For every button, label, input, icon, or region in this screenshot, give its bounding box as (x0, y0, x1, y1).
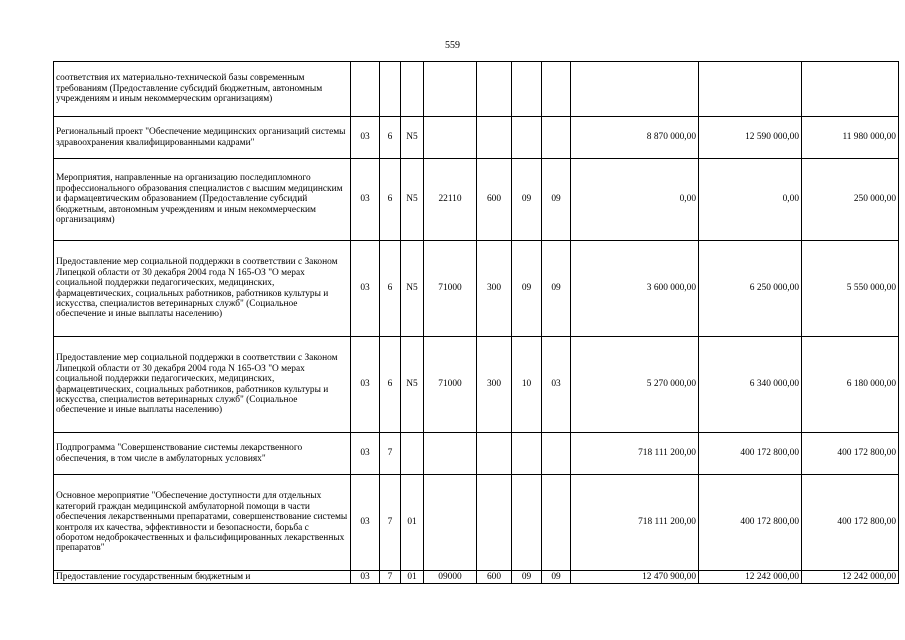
code-cell (424, 433, 477, 475)
code-cell: N5 (401, 241, 424, 337)
amount-cell: 0,00 (699, 159, 802, 241)
code-cell: 300 (477, 337, 512, 433)
amount-cell: 12 242 000,00 (699, 571, 802, 584)
code-cell: 09 (542, 241, 571, 337)
code-cell: 6 (380, 159, 401, 241)
code-cell (477, 62, 512, 117)
code-cell (477, 475, 512, 571)
code-cell: 09 (512, 159, 542, 241)
amount-cell: 250 000,00 (802, 159, 899, 241)
code-cell: 71000 (424, 241, 477, 337)
code-cell: 7 (380, 433, 401, 475)
amount-cell (699, 62, 802, 117)
page-number: 559 (445, 40, 460, 51)
amount-cell (802, 62, 899, 117)
code-cell (512, 62, 542, 117)
code-cell: 600 (477, 159, 512, 241)
code-cell: 09 (542, 159, 571, 241)
code-cell: N5 (401, 159, 424, 241)
code-cell: 03 (351, 433, 380, 475)
code-cell (424, 62, 477, 117)
table-row (54, 117, 899, 159)
amount-cell: 11 980 000,00 (802, 117, 899, 159)
code-cell: 03 (351, 337, 380, 433)
code-cell: 09 (542, 571, 571, 584)
code-cell (542, 433, 571, 475)
code-cell: 03 (351, 159, 380, 241)
amount-cell: 3 600 000,00 (571, 241, 699, 337)
amount-cell: 6 180 000,00 (802, 337, 899, 433)
amount-cell (571, 62, 699, 117)
table-row (54, 241, 899, 337)
code-cell (477, 117, 512, 159)
code-cell: 71000 (424, 337, 477, 433)
code-cell (351, 62, 380, 117)
amount-cell: 6 250 000,00 (699, 241, 802, 337)
amount-cell: 12 590 000,00 (699, 117, 802, 159)
code-cell: 09000 (424, 571, 477, 584)
code-cell: 6 (380, 117, 401, 159)
table-row (54, 159, 899, 241)
code-cell (542, 62, 571, 117)
code-cell (542, 475, 571, 571)
code-cell: 09 (512, 241, 542, 337)
code-cell (424, 117, 477, 159)
code-cell (512, 475, 542, 571)
code-cell: 6 (380, 337, 401, 433)
amount-cell: 400 172 800,00 (802, 433, 899, 475)
code-cell (512, 117, 542, 159)
code-cell (512, 433, 542, 475)
row-description: Подпрограмма "Совершенствование системы лекарственного обеспечения, в том числе в амбулаторных условиях" (54, 433, 351, 475)
amount-cell: 12 470 900,00 (571, 571, 699, 584)
code-cell (477, 433, 512, 475)
amount-cell: 8 870 000,00 (571, 117, 699, 159)
amount-cell: 400 172 800,00 (802, 475, 899, 571)
code-cell (542, 117, 571, 159)
code-cell (401, 62, 424, 117)
code-cell: 600 (477, 571, 512, 584)
amount-cell: 5 270 000,00 (571, 337, 699, 433)
code-cell: 03 (542, 337, 571, 433)
code-cell (424, 475, 477, 571)
code-cell: 03 (351, 571, 380, 584)
code-cell: 03 (351, 475, 380, 571)
code-cell: 01 (401, 571, 424, 584)
code-cell: 03 (351, 117, 380, 159)
code-cell: 6 (380, 241, 401, 337)
code-cell: 7 (380, 571, 401, 584)
row-description: Мероприятия, направленные на организацию последипломного профессионального образования специалистов с высшим медицинским и фармацевтическим образованием (Предоставление субсидий бюджетным, автономным учреждениям и иным некоммерческим организациям) (54, 159, 351, 241)
code-cell (401, 433, 424, 475)
amount-cell: 12 242 000,00 (802, 571, 899, 584)
code-cell: 22110 (424, 159, 477, 241)
table-row (54, 475, 899, 571)
code-cell (380, 62, 401, 117)
code-cell: 01 (401, 475, 424, 571)
code-cell: N5 (401, 117, 424, 159)
budget-table (53, 61, 899, 584)
code-cell: N5 (401, 337, 424, 433)
amount-cell: 400 172 800,00 (699, 475, 802, 571)
row-description: Региональный проект "Обеспечение медицинских организаций системы здравоохранения квалифицированными кадрами" (54, 117, 351, 159)
amount-cell: 718 111 200,00 (571, 475, 699, 571)
table-row (54, 337, 899, 433)
code-cell: 09 (512, 571, 542, 584)
table-row (54, 571, 899, 584)
amount-cell: 0,00 (571, 159, 699, 241)
code-cell: 03 (351, 241, 380, 337)
table-row (54, 62, 899, 117)
row-description: Предоставление государственным бюджетным и (54, 571, 351, 584)
amount-cell: 718 111 200,00 (571, 433, 699, 475)
code-cell: 300 (477, 241, 512, 337)
row-description: Предоставление мер социальной поддержки в соответствии с Законом Липецкой области от 30 декабря 2004 года N 165-ОЗ "О мерах социальной поддержки педагогических, медицинских, фармацевтических, социальных работников, работников культуры и искусства, специалистов ветеринарных служб" (Социальное обеспечение и иные выплаты населению) (54, 337, 351, 433)
amount-cell: 5 550 000,00 (802, 241, 899, 337)
amount-cell: 6 340 000,00 (699, 337, 802, 433)
row-description: Основное мероприятие "Обеспечение доступности для отдельных категорий граждан медицинской амбулаторной помощи в части обеспечения лекарственными препаратами, совершенствование системы контроля их качества, эффективности и безопасности, борьба с оборотом недоброкачественных и фальсифицированных лекарственных препаратов" (54, 475, 351, 571)
code-cell: 10 (512, 337, 542, 433)
row-description: соответствия их материально-технической базы современным требованиям (Предоставление субсидий бюджетным, автономным учреждениям и иным некоммерческим организациям) (54, 62, 351, 117)
code-cell: 7 (380, 475, 401, 571)
row-description: Предоставление мер социальной поддержки в соответствии с Законом Липецкой области от 30 декабря 2004 года N 165-ОЗ "О мерах социальной поддержки педагогических, медицинских, фармацевтических, социальных работников, работников культуры и искусства, специалистов ветеринарных служб" (Социальное обеспечение и иные выплаты населению) (54, 241, 351, 337)
amount-cell: 400 172 800,00 (699, 433, 802, 475)
table-row (54, 433, 899, 475)
